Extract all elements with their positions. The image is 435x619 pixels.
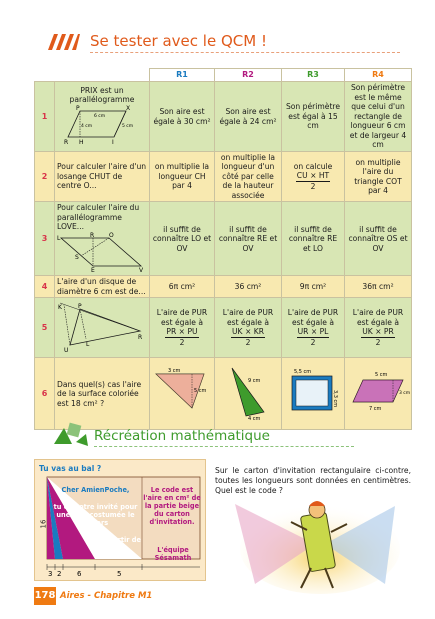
svg-text:E: E bbox=[91, 266, 95, 274]
question-text: Pour calculer l'aire d'un losange CHUT de centre O... bbox=[55, 152, 150, 202]
row-number: 3 bbox=[35, 202, 55, 276]
svg-text:9 cm: 9 cm bbox=[248, 377, 261, 384]
question-cell bbox=[55, 298, 150, 358]
answer-r1[interactable]: 6π cm² bbox=[150, 276, 215, 298]
question-text: Dans quel(s) cas l'aire de la surface coloriée est 18 cm² ? bbox=[55, 358, 150, 430]
answer-r3[interactable]: Son périmètre est égal à 15 cm bbox=[282, 82, 345, 152]
answer-r3[interactable]: il suffit de connaître RE et LO bbox=[282, 202, 345, 276]
question-cell bbox=[55, 82, 150, 152]
svg-text:2: 2 bbox=[57, 570, 62, 578]
invitation-signature: L'équipe Sésamath bbox=[154, 546, 192, 562]
width-dimensions bbox=[47, 564, 200, 578]
svg-text:4 cm: 4 cm bbox=[248, 415, 261, 422]
answer-r2[interactable]: il suffit de connaître RE et OV bbox=[215, 202, 282, 276]
chapter-label: Aires - Chapitre M1 bbox=[60, 591, 153, 601]
row-number: 2 bbox=[35, 152, 55, 202]
stripes-icon bbox=[44, 34, 80, 50]
table-row bbox=[35, 152, 412, 202]
question-cell bbox=[55, 202, 150, 276]
table-row bbox=[35, 276, 412, 298]
answer-r4[interactable]: on multiplie l'aire du triangle COT par 4 bbox=[345, 152, 412, 202]
height-dimension: 16 bbox=[39, 519, 48, 529]
answer-r1[interactable]: L'aire de PUR est égale à $\frac{PR \times PU}{2}$ bbox=[150, 298, 215, 358]
header-divider bbox=[90, 52, 400, 53]
column-header-r1: R1 bbox=[150, 69, 215, 82]
section-title: Se tester avec le QCM ! bbox=[90, 32, 267, 50]
answer-r1[interactable]: on multiplie la longueur CH par 4 bbox=[150, 152, 215, 202]
row-number: 5 bbox=[35, 298, 55, 358]
invitation-code: Le code est l'aire en cm² de la partie beige du carton d'invitation. bbox=[143, 486, 201, 526]
svg-text:5,5 cm: 5,5 cm bbox=[294, 368, 312, 375]
triangle-pur-figure bbox=[58, 301, 146, 353]
table-row bbox=[35, 358, 412, 430]
question-text: L'aire d'un disque de diamètre 6 cm est de... bbox=[55, 276, 150, 298]
svg-text:V: V bbox=[139, 266, 144, 274]
svg-text:L: L bbox=[86, 340, 90, 348]
label-i: I bbox=[112, 138, 114, 146]
section-header bbox=[44, 30, 404, 54]
invitation-panel bbox=[34, 459, 206, 581]
svg-text:3 cm: 3 cm bbox=[399, 390, 411, 396]
label-p: P bbox=[76, 104, 80, 112]
answer-r3[interactable]: L'aire de PUR est égale à $\frac{UR \times PL}{2}$ bbox=[282, 298, 345, 358]
triangle-figure-2 bbox=[218, 364, 278, 422]
answer-r4[interactable]: L'aire de PUR est égale à $\frac{UK \times PR}{2}$ bbox=[345, 298, 412, 358]
label-6cm: 6 cm bbox=[94, 113, 106, 119]
recreation-title: Récréation mathématique bbox=[94, 428, 270, 444]
svg-text:O: O bbox=[109, 231, 114, 239]
page-number: 178 bbox=[34, 587, 56, 605]
answer-r1[interactable]: Son aire est égale à 30 cm² bbox=[150, 82, 215, 152]
parallelogram-love-figure bbox=[57, 232, 145, 272]
answer-r2[interactable]: on multiplie la longueur d'un côté par celle de la hauteur associée bbox=[215, 152, 282, 202]
table-row bbox=[35, 202, 412, 276]
table-row bbox=[35, 298, 412, 358]
label-5cm: 5 cm bbox=[122, 123, 134, 129]
row-number: 4 bbox=[35, 276, 55, 298]
answer-r2[interactable]: Son aire est égale à 24 cm² bbox=[215, 82, 282, 152]
svg-text:5 cm: 5 cm bbox=[194, 387, 207, 394]
answer-r3[interactable]: on calcule $\frac{CU \times HT}{2}$ bbox=[282, 152, 345, 202]
label-h: H bbox=[79, 138, 84, 146]
recreation-divider bbox=[94, 446, 354, 447]
invitation-message: tu es notre invité pour une nuit costumée le 3 mars bbox=[53, 503, 138, 527]
triangle-figure-1 bbox=[152, 364, 212, 422]
svg-text:L: L bbox=[57, 234, 61, 242]
character-illustration bbox=[225, 494, 405, 594]
column-header-r3: R3 bbox=[282, 69, 345, 82]
svg-text:K: K bbox=[58, 303, 62, 311]
svg-text:5 cm: 5 cm bbox=[375, 371, 388, 378]
label-r: R bbox=[64, 138, 69, 146]
exercise-paragraph: Sur le carton d'invitation rectangulaire ci-contre, toutes les longueurs sont données en centimètres. Quel est le code ? bbox=[215, 466, 411, 495]
svg-text:R: R bbox=[138, 333, 143, 341]
shapes-icon bbox=[50, 422, 90, 448]
svg-text:R: R bbox=[90, 231, 95, 239]
svg-text:S: S bbox=[75, 253, 79, 261]
svg-text:7 cm: 7 cm bbox=[369, 405, 382, 412]
svg-text:P: P bbox=[78, 302, 82, 310]
row-number: 1 bbox=[35, 82, 55, 152]
answer-r3[interactable]: 9π cm² bbox=[282, 276, 345, 298]
column-header-r4: R4 bbox=[345, 69, 412, 82]
svg-text:U: U bbox=[64, 346, 69, 354]
square-figure-3 bbox=[284, 364, 344, 422]
answer-r2[interactable]: L'aire de PUR est égale à $\frac{UK \times KR}{2}$ bbox=[215, 298, 282, 358]
answer-r1[interactable] bbox=[150, 358, 215, 430]
parallelogram-prix-figure bbox=[58, 105, 146, 145]
qcm-table bbox=[34, 68, 412, 430]
svg-text:5: 5 bbox=[117, 570, 122, 578]
answer-r2[interactable]: 36 cm² bbox=[215, 276, 282, 298]
svg-text:3 cm: 3 cm bbox=[168, 367, 181, 374]
answer-r4[interactable]: 36π cm² bbox=[345, 276, 412, 298]
table-row bbox=[35, 82, 412, 152]
recreation-header bbox=[50, 422, 410, 448]
question-text: Pour calculer l'aire du parallélogramme LOVE... bbox=[57, 203, 140, 232]
parallelogram-figure-4 bbox=[347, 364, 409, 422]
answer-r4[interactable]: Son périmètre est le même que celui d'un rectangle de longueur 6 cm et de largeur 4 cm bbox=[345, 82, 412, 152]
label-4cm: 4 cm bbox=[81, 123, 93, 129]
svg-text:3,3 cm: 3,3 cm bbox=[332, 389, 338, 407]
answer-r2[interactable] bbox=[215, 358, 282, 430]
answer-r4[interactable] bbox=[345, 358, 412, 430]
answer-r4[interactable]: il suffit de connaître OS et OV bbox=[345, 202, 412, 276]
answer-r1[interactable]: il suffit de connaître LO et OV bbox=[150, 202, 215, 276]
invitation-title: Tu vas au bal ? bbox=[39, 464, 102, 473]
invitation-time: À partir de 18h bbox=[101, 536, 141, 552]
invitation-greeting: Cher AmienPoche, bbox=[61, 486, 130, 494]
answer-r3[interactable] bbox=[282, 358, 345, 430]
question-text: PRIX est un parallélogramme bbox=[69, 85, 135, 105]
label-x: X bbox=[126, 104, 131, 112]
column-header-r2: R2 bbox=[215, 69, 282, 82]
svg-text:6: 6 bbox=[77, 570, 82, 578]
row-number: 6 bbox=[35, 358, 55, 430]
table-header-row bbox=[35, 69, 412, 82]
svg-text:3: 3 bbox=[48, 570, 53, 578]
